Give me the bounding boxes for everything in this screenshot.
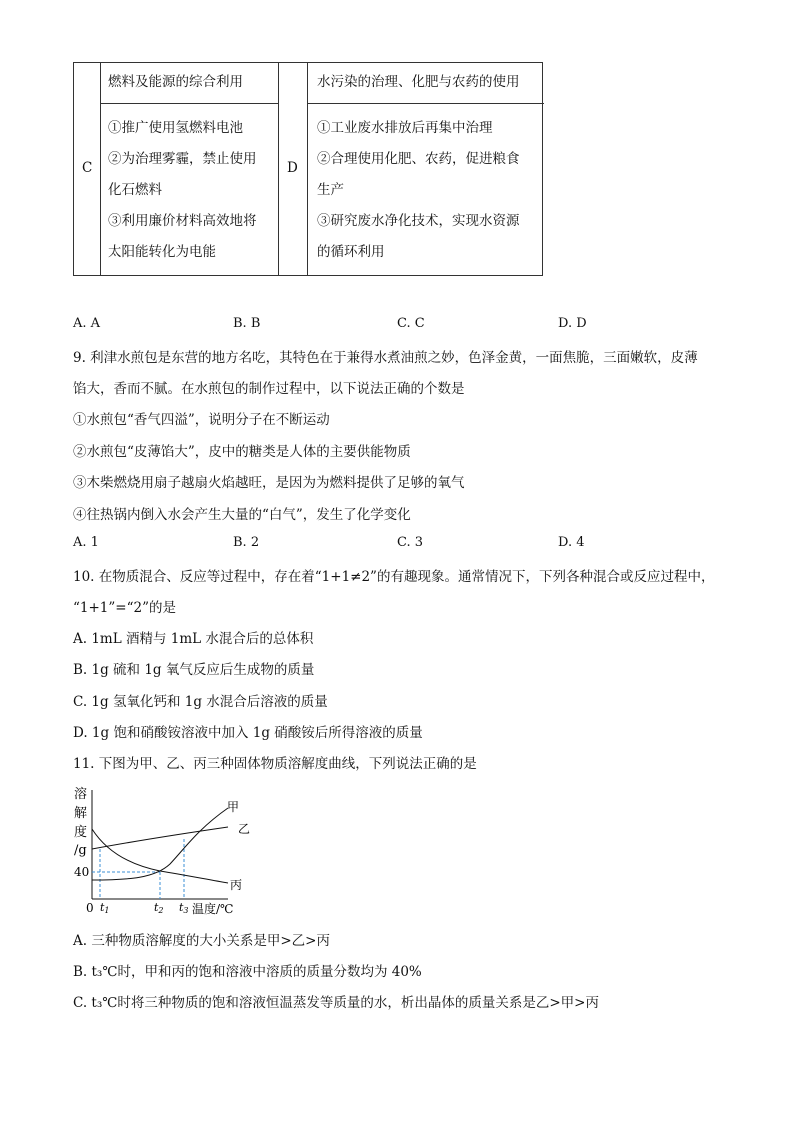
- c-line: ③利用廉价材料高效地将: [108, 213, 257, 229]
- q9-statement: ①水煎包“香气四溢”，说明分子在不断运动: [73, 412, 330, 428]
- q11-option-b: B. t₃℃时，甲和丙的饱和溶液中溶质的质量分数均为 40%: [73, 964, 422, 980]
- y-axis-label: 溶: [74, 787, 88, 802]
- origin-label: 0: [86, 901, 94, 915]
- q9-statement: ③木柴燃烧用扇子越扇火焰越旺，是因为为燃料提供了足够的氧气: [73, 475, 465, 491]
- q10-option-a: A. 1mL 酒精与 1mL 水混合后的总体积: [73, 631, 314, 647]
- q9-statement: ②水煎包“皮薄馅大”，皮中的糖类是人体的主要供能物质: [73, 444, 411, 460]
- q9-option-c: C. 3: [397, 535, 424, 550]
- table-divider: [307, 103, 544, 104]
- y-axis-label: /g: [74, 843, 87, 858]
- q8-option-d: D. D: [558, 316, 587, 331]
- q8-option-a: A. A: [73, 316, 101, 331]
- x-tick-t2: t2: [154, 901, 164, 915]
- q9-stem: 9. 利津水煎包是东营的地方名吃，其特色在于兼得水煮油煎之妙，色泽金黄，一面焦脆，三面嫩软，皮薄: [73, 350, 698, 366]
- x-tick-t3: t3: [179, 901, 189, 915]
- table-divider: [100, 103, 278, 104]
- c-line: 太阳能转化为电能: [108, 244, 216, 260]
- q11-option-c: C. t₃℃时将三种物质的饱和溶液恒温蒸发等质量的水，析出晶体的质量关系是乙>甲>丙: [73, 995, 599, 1011]
- d-line: ①工业废水排放后再集中治理: [317, 120, 493, 136]
- q10-stem: “1+1”=“2”的是: [73, 600, 176, 616]
- c-line: 化石燃料: [108, 182, 162, 198]
- q10-stem: 10. 在物质混合、反应等过程中，存在着“1+1≠2”的有趣现象。通常情况下，下列各种混合或反应过程中，: [73, 569, 715, 585]
- curve-jia: [92, 808, 228, 880]
- c-header: 燃料及能源的综合利用: [108, 74, 243, 90]
- y-tick-40: 40: [74, 865, 90, 879]
- q9-option-d: D. 4: [558, 535, 585, 550]
- c-line: ①推广使用氢燃料电池: [108, 120, 243, 136]
- d-line: 的循环利用: [317, 244, 385, 260]
- q8-option-c: C. C: [397, 316, 425, 331]
- x-axis-label: 温度/℃: [192, 902, 234, 916]
- curve-yi: [92, 827, 228, 849]
- c-line: ②为治理雾霾，禁止使用: [108, 151, 257, 167]
- y-axis-label: 解: [74, 806, 88, 821]
- table-divider: [278, 63, 279, 275]
- row-label-d: D: [287, 160, 298, 176]
- table-divider: [307, 63, 308, 275]
- q11-stem: 11. 下图为甲、乙、丙三种固体物质溶解度曲线，下列说法正确的是: [73, 756, 477, 772]
- q9-statement: ④往热锅内倒入水会产生大量的“白气”，发生了化学变化: [73, 507, 411, 523]
- series-label-bing: 丙: [230, 878, 243, 892]
- series-label-yi: 乙: [238, 822, 251, 836]
- d-line: ③研究废水净化技术，实现水资源: [317, 213, 520, 229]
- q10-option-d: D. 1g 饱和硝酸铵溶液中加入 1g 硝酸铵后所得溶液的质量: [73, 725, 423, 741]
- solubility-graph: [70, 782, 260, 918]
- q9-option-a: A. 1: [73, 535, 99, 550]
- q10-option-c: C. 1g 氢氧化钙和 1g 水混合后溶液的质量: [73, 694, 328, 710]
- d-line: ②合理使用化肥、农药，促进粮食: [317, 151, 520, 167]
- table-divider: [100, 63, 101, 275]
- q11-option-a: A. 三种物质溶解度的大小关系是甲>乙>丙: [73, 933, 330, 949]
- d-line: 生产: [317, 182, 344, 198]
- x-tick-t1: t1: [100, 901, 110, 915]
- q8-option-b: B. B: [233, 316, 261, 331]
- q9-option-b: B. 2: [233, 535, 260, 550]
- q9-stem: 馅大，香而不腻。在水煎包的制作过程中，以下说法正确的个数是: [73, 381, 465, 397]
- series-label-jia: 甲: [227, 800, 240, 814]
- d-header: 水污染的治理、化肥与农药的使用: [317, 74, 520, 90]
- row-label-c: C: [82, 160, 93, 176]
- q10-option-b: B. 1g 硫和 1g 氧气反应后生成物的质量: [73, 662, 315, 678]
- y-axis-label: 度: [74, 825, 88, 840]
- options-table: [73, 62, 543, 276]
